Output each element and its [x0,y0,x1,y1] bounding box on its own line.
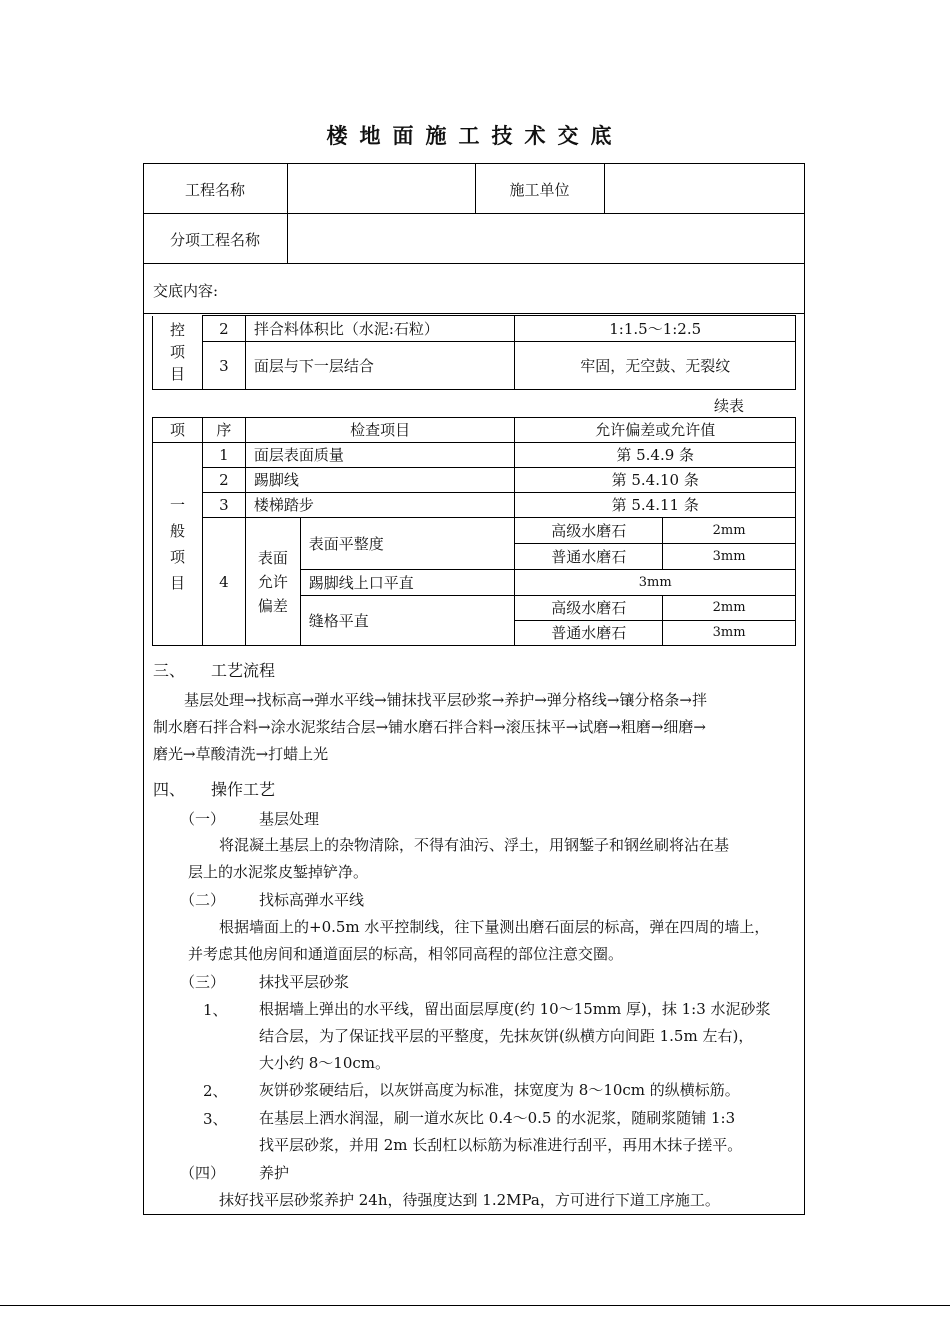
check-value: 牢固，无空鼓、无裂纹 [515,342,796,390]
check-item: 缝格平直 [300,596,515,646]
paragraph-line: 将混凝土基层上的杂物清除，不得有油污、浮土，用钢錾子和钢丝刷将沾在基 [219,836,730,854]
paragraph-line: 在基层上洒水润湿，刷一道水灰比 0.4～0.5 的水泥浆，随刷浆随铺 1:3 [259,1109,736,1127]
section-3-heading: 工艺流程 [211,661,276,680]
group-char: 目 [169,574,185,592]
page-title: 楼地面施工技术交底 [326,124,624,148]
check-item: 面层与下一层结合 [245,342,515,390]
subsection-heading: 找标高弹水平线 [259,891,365,909]
group-char: 项 [169,548,185,566]
check-value: 1:1.5～1:2.5 [515,316,796,342]
group-char: 一 [169,496,185,514]
group-char: 控 [169,321,185,340]
row-number: 3 [202,342,245,390]
sub-project-label: 分项工程名称 [169,231,260,249]
group-char: 般 [169,522,185,540]
main-control-group-cell [153,316,203,390]
process-flow-line: 基层处理→找标高→弹水平线→铺抹找平层砂浆→养护→弹分格线→镶分格条→拌 [184,691,707,709]
tolerance-group-cell [245,518,300,646]
header-divider [143,313,805,314]
row-number: 3 [202,493,245,518]
row-number: 1 [202,443,245,468]
row-number: 2 [202,468,245,493]
tolerance-value: 3mm [663,621,796,646]
check-value: 第 5.4.11 条 [515,493,796,518]
row-number: 2 [202,316,245,342]
section-3-number: 三、 [153,661,186,680]
tolerance-value: 2mm [663,518,796,544]
table-header: 项 [153,418,203,443]
table-header: 允许偏差或允许值 [515,418,796,443]
paragraph-line: 大小约 8～10cm。 [259,1054,391,1072]
paragraph-line: 根据墙面上的+0.5m 水平控制线，往下量测出磨石面层的标高，弹在四周的墙上， [219,918,770,936]
check-value: 第 5.4.9 条 [515,443,796,468]
section-4-number: 四、 [153,780,186,799]
row-number: 4 [202,518,245,646]
tolerance-value: 3mm [515,570,796,596]
paragraph-line: 抹好找平层砂浆养护 24h，待强度达到 1.2MPa，方可进行下道工序施工。 [219,1191,720,1209]
table-header: 序 [202,418,245,443]
check-item: 踢脚线上口平直 [300,570,515,596]
group-line: 偏差 [257,596,288,615]
tolerance-value: 2mm [663,596,796,621]
process-flow-line: 磨光→草酸清洗→打蜡上光 [153,745,329,763]
check-item: 拌合料体积比（水泥:石粒） [245,316,515,342]
grade-label: 普通水磨石 [515,544,663,570]
header-divider [143,263,805,264]
check-item: 踢脚线 [245,468,515,493]
paragraph-line: 找平层砂浆，并用 2m 长刮杠以标筋为标准进行刮平，再用木抹子搓平。 [259,1136,743,1154]
group-line: 表面 [257,548,288,567]
paragraph-line: 灰饼砂浆硬结后，以灰饼高度为标准，抹宽度为 8～10cm 的纵横标筋。 [259,1081,740,1099]
grade-label: 高级水磨石 [515,596,663,621]
group-char: 目 [169,365,185,384]
list-number: 1、 [203,1001,228,1019]
subsection-heading: 基层处理 [259,810,320,828]
tolerance-value: 3mm [663,544,796,570]
continued-label: 续表 [714,397,745,415]
paragraph-line: 层上的水泥浆皮錾掉铲净。 [188,863,369,881]
project-name-field[interactable] [288,163,475,213]
grade-label: 普通水磨石 [515,621,663,646]
table-header: 检查项目 [245,418,515,443]
main-control-table [152,315,796,390]
page-bottom-rule [0,1305,950,1306]
check-item: 表面平整度 [300,518,515,570]
sub-project-field[interactable] [288,213,805,263]
check-item: 楼梯踏步 [245,493,515,518]
general-group-cell [153,443,203,646]
paragraph-line: 结合层，为了保证找平层的平整度，先抹灰饼(纵横方向间距 1.5m 左右)， [259,1027,754,1045]
paragraph-line: 并考虑其他房间和通道面层的标高，相邻同高程的部位注意交圈。 [188,945,624,963]
subsection-number: （一） [180,810,226,828]
list-number: 3、 [203,1110,228,1128]
subsection-number: （二） [180,891,226,909]
check-value: 第 5.4.10 条 [515,468,796,493]
project-name-label: 工程名称 [184,181,245,199]
list-number: 2、 [203,1082,228,1100]
subsection-heading: 养护 [259,1164,290,1182]
check-item: 面层表面质量 [245,443,515,468]
section-4-heading: 操作工艺 [211,780,276,799]
contractor-label: 施工单位 [509,181,570,199]
contractor-field[interactable] [605,163,805,213]
group-line: 允许 [257,572,288,591]
paragraph-line: 根据墙上弹出的水平线，留出面层厚度(约 10～15mm 厚)，抹 1:3 水泥砂浆 [259,1000,771,1018]
subsection-number: （四） [180,1164,226,1182]
content-label: 交底内容: [153,282,219,300]
general-items-table [152,417,796,646]
subsection-number: （三） [180,973,226,991]
grade-label: 高级水磨石 [515,518,663,544]
subsection-heading: 抹找平层砂浆 [259,973,350,991]
process-flow-line: 制水磨石拌合料→涂水泥浆结合层→铺水磨石拌合料→滚压抹平→试磨→粗磨→细磨→ [153,718,706,736]
group-char: 项 [169,343,185,362]
